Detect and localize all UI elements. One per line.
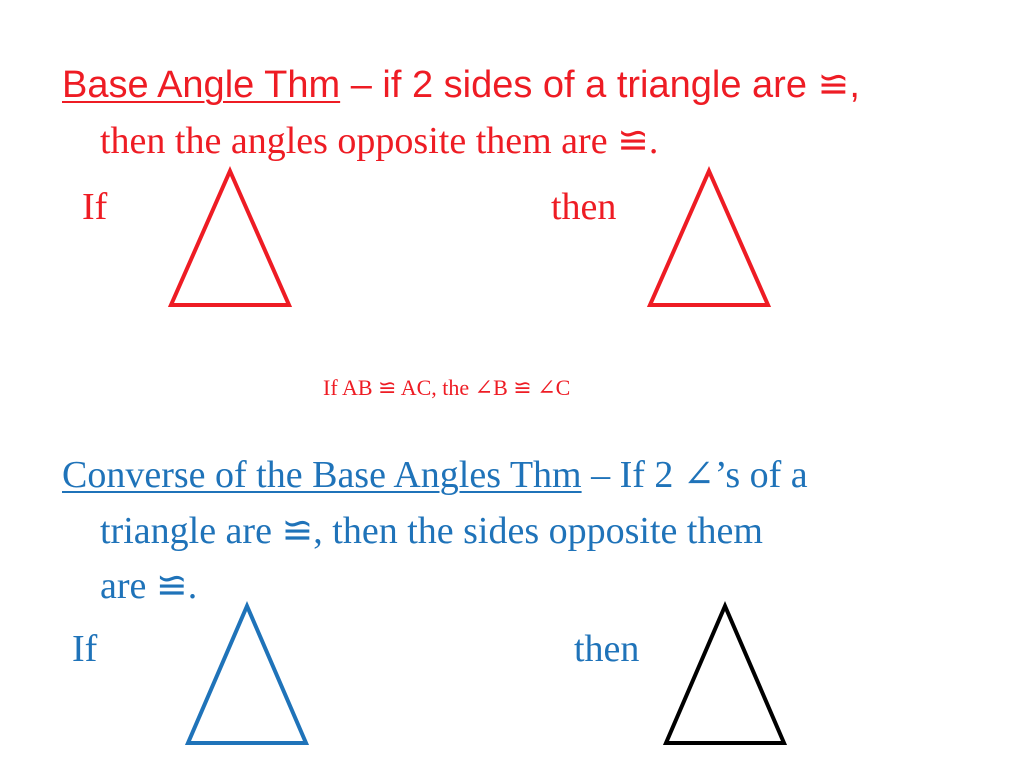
converse-if-label: If [72, 628, 98, 670]
converse-then-label: then [574, 628, 640, 670]
converse-line-2: triangle are ≌, then the sides opposite them [100, 510, 763, 552]
theorem-title: Base Angle Thm [62, 64, 341, 106]
theorem-if-label: If [82, 186, 108, 228]
converse-text-1: If 2 ∠’s of a [619, 454, 808, 496]
theorem-then-label: then [551, 186, 617, 228]
converse-if-triangle [182, 600, 312, 748]
converse-line-3: are ≌. [100, 565, 198, 607]
theorem-dash: – [340, 64, 383, 106]
theorem-note: If AB ≌ AC, the ∠B ≌ ∠C [323, 375, 571, 400]
theorem-text-1: if 2 sides of a triangle are ≌, [382, 64, 860, 106]
theorem-line-1 [62, 62, 860, 108]
theorem-then-triangle [644, 165, 774, 310]
converse-title: Converse of the Base Angles Thm [62, 454, 582, 496]
theorem-if-triangle [165, 165, 295, 310]
converse-dash: – [581, 454, 620, 496]
converse-line-1 [62, 452, 808, 498]
converse-then-triangle [660, 600, 790, 748]
theorem-line-2: then the angles opposite them are ≌. [100, 120, 659, 162]
